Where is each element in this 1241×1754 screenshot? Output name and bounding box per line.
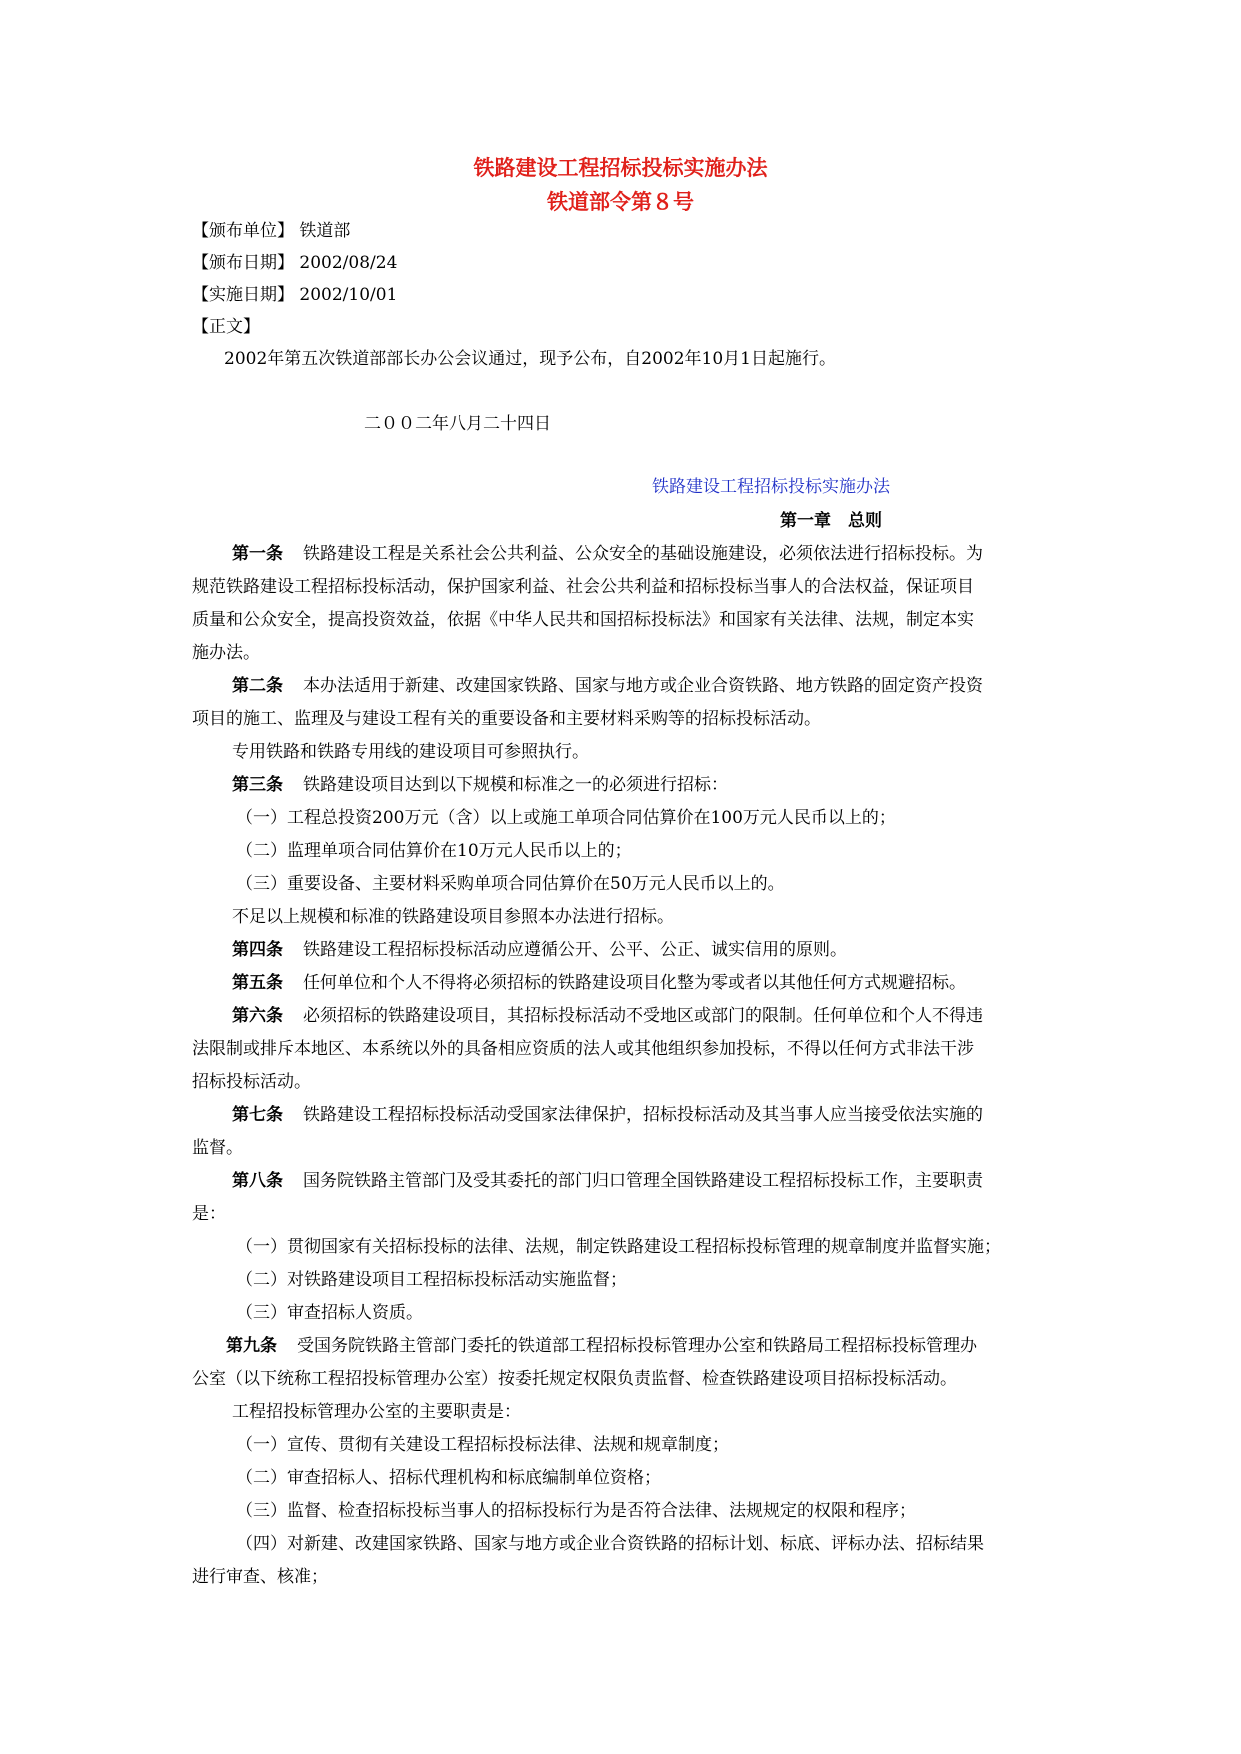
article-7-first-line <box>232 1104 983 1126</box>
article-text: 铁路建设工程招标投标活动应遵循公开、公平、公正、诚实信用的原则。 <box>303 940 847 960</box>
article-8-first-line <box>232 1170 983 1192</box>
article-text: 铁路建设项目达到以下规模和标准之一的必须进行招标： <box>303 775 728 795</box>
article-text-line: 公室（以下统称工程招投标管理办公室）按委托规定权限负责监督、检查铁路建设项目招标投标活动。 <box>192 1369 957 1389</box>
article-5-line <box>232 972 966 994</box>
list-item: （一）工程总投资200万元（含）以上或施工单项合同估算价在100万元人民币以上的； <box>236 808 896 828</box>
list-item: （四）对新建、改建国家铁路、国家与地方或企业合资铁路的招标计划、标底、评标办法、招标结果 <box>236 1534 984 1554</box>
article-label: 第一条 <box>232 544 283 564</box>
list-item: （二）审查招标人、招标代理机构和标底编制单位资格； <box>236 1468 661 1488</box>
article-label: 第四条 <box>232 940 283 960</box>
article-6-first-line <box>232 1005 983 1027</box>
article-text: 受国务院铁路主管部门委托的铁道部工程招标投标管理办公室和铁路局工程招标投标管理办 <box>297 1336 977 1356</box>
list-item: （三）重要设备、主要材料采购单项合同估算价在50万元人民币以上的。 <box>236 874 785 894</box>
article-label: 第六条 <box>232 1006 283 1026</box>
effective-date-line: 【实施日期】 2002/10/01 <box>192 285 398 305</box>
announcement: 2002年第五次铁道部部长办公会议通过，现予公布，自2002年10月1日起施行。 <box>224 349 836 369</box>
article-text-line: 招标投标活动。 <box>192 1072 311 1092</box>
article-label: 第九条 <box>226 1336 277 1356</box>
article-text: 任何单位和个人不得将必须招标的铁路建设项目化整为零或者以其他任何方式规避招标。 <box>303 973 966 993</box>
article-text: 本办法适用于新建、改建国家铁路、国家与地方或企业合资铁路、地方铁路的固定资产投资 <box>303 676 983 696</box>
article-label: 第二条 <box>232 676 283 696</box>
article-4-line <box>232 939 847 961</box>
issuer-line: 【颁布单位】 铁道部 <box>192 221 351 241</box>
article-label: 第三条 <box>232 775 283 795</box>
article-9-first-line <box>226 1335 977 1357</box>
issue-date-line: 【颁布日期】 2002/08/24 <box>192 253 398 273</box>
list-item: （二）对铁路建设项目工程招标投标活动实施监督； <box>236 1270 627 1290</box>
order-number: 铁道部令第８号 <box>547 190 694 214</box>
article-label: 第五条 <box>232 973 283 993</box>
article-label: 第七条 <box>232 1105 283 1125</box>
article-text-line: 质量和公众安全，提高投资效益，依据《中华人民共和国招标投标法》和国家有关法律、法规，制定本实 <box>192 610 974 630</box>
article-text: 国务院铁路主管部门及受其委托的部门归口管理全国铁路建设工程招标投标工作，主要职责 <box>303 1171 983 1191</box>
article-text-line: 规范铁路建设工程招标投标活动，保护国家利益、社会公共利益和招标投标当事人的合法权益，保证项目 <box>192 577 974 597</box>
article-2-first-line <box>232 675 983 697</box>
article-text-line: 工程招投标管理办公室的主要职责是： <box>232 1402 521 1422</box>
list-item: （三）审查招标人资质。 <box>236 1303 423 1323</box>
list-item: （一）贯彻国家有关招标投标的法律、法规，制定铁路建设工程招标投标管理的规章制度并监督实施； <box>236 1237 1001 1257</box>
list-item: （三）监督、检查招标投标当事人的招标投标行为是否符合法律、法规规定的权限和程序； <box>236 1501 916 1521</box>
signing-date: 二００二年八月二十四日 <box>364 414 551 434</box>
article-text-line: 监督。 <box>192 1138 243 1158</box>
article-1-first-line <box>232 543 983 565</box>
article-text-line: 进行审查、核准； <box>192 1567 328 1587</box>
list-item: （一）宣传、贯彻有关建设工程招标投标法律、法规和规章制度； <box>236 1435 729 1455</box>
chapter-heading: 第一章 总则 <box>780 511 882 531</box>
article-text-line: 法限制或排斥本地区、本系统以外的具备相应资质的法人或其他组织参加投标，不得以任何方式非法干涉 <box>192 1039 974 1059</box>
body-label: 【正文】 <box>192 317 260 337</box>
article-text-line: 施办法。 <box>192 643 260 663</box>
article-label: 第八条 <box>232 1171 283 1191</box>
article-text-line: 是： <box>192 1204 226 1224</box>
list-item: （二）监理单项合同估算价在10万元人民币以上的； <box>236 841 632 861</box>
article-3-first-line <box>232 774 728 796</box>
article-text: 必须招标的铁路建设项目，其招标投标活动不受地区或部门的限制。任何单位和个人不得违 <box>303 1006 983 1026</box>
article-text-line: 项目的施工、监理及与建设工程有关的重要设备和主要材料采购等的招标投标活动。 <box>192 709 821 729</box>
article-text: 铁路建设工程是关系社会公共利益、公众安全的基础设施建设，必须依法进行招标投标。为 <box>303 544 983 564</box>
article-text: 铁路建设工程招标投标活动受国家法律保护，招标投标活动及其当事人应当接受依法实施的 <box>303 1105 983 1125</box>
document-title: 铁路建设工程招标投标实施办法 <box>473 156 768 180</box>
article-text-line: 不足以上规模和标准的铁路建设项目参照本办法进行招标。 <box>232 907 674 927</box>
document-subtitle: 铁路建设工程招标投标实施办法 <box>652 477 890 497</box>
article-text-line: 专用铁路和铁路专用线的建设项目可参照执行。 <box>232 742 589 762</box>
